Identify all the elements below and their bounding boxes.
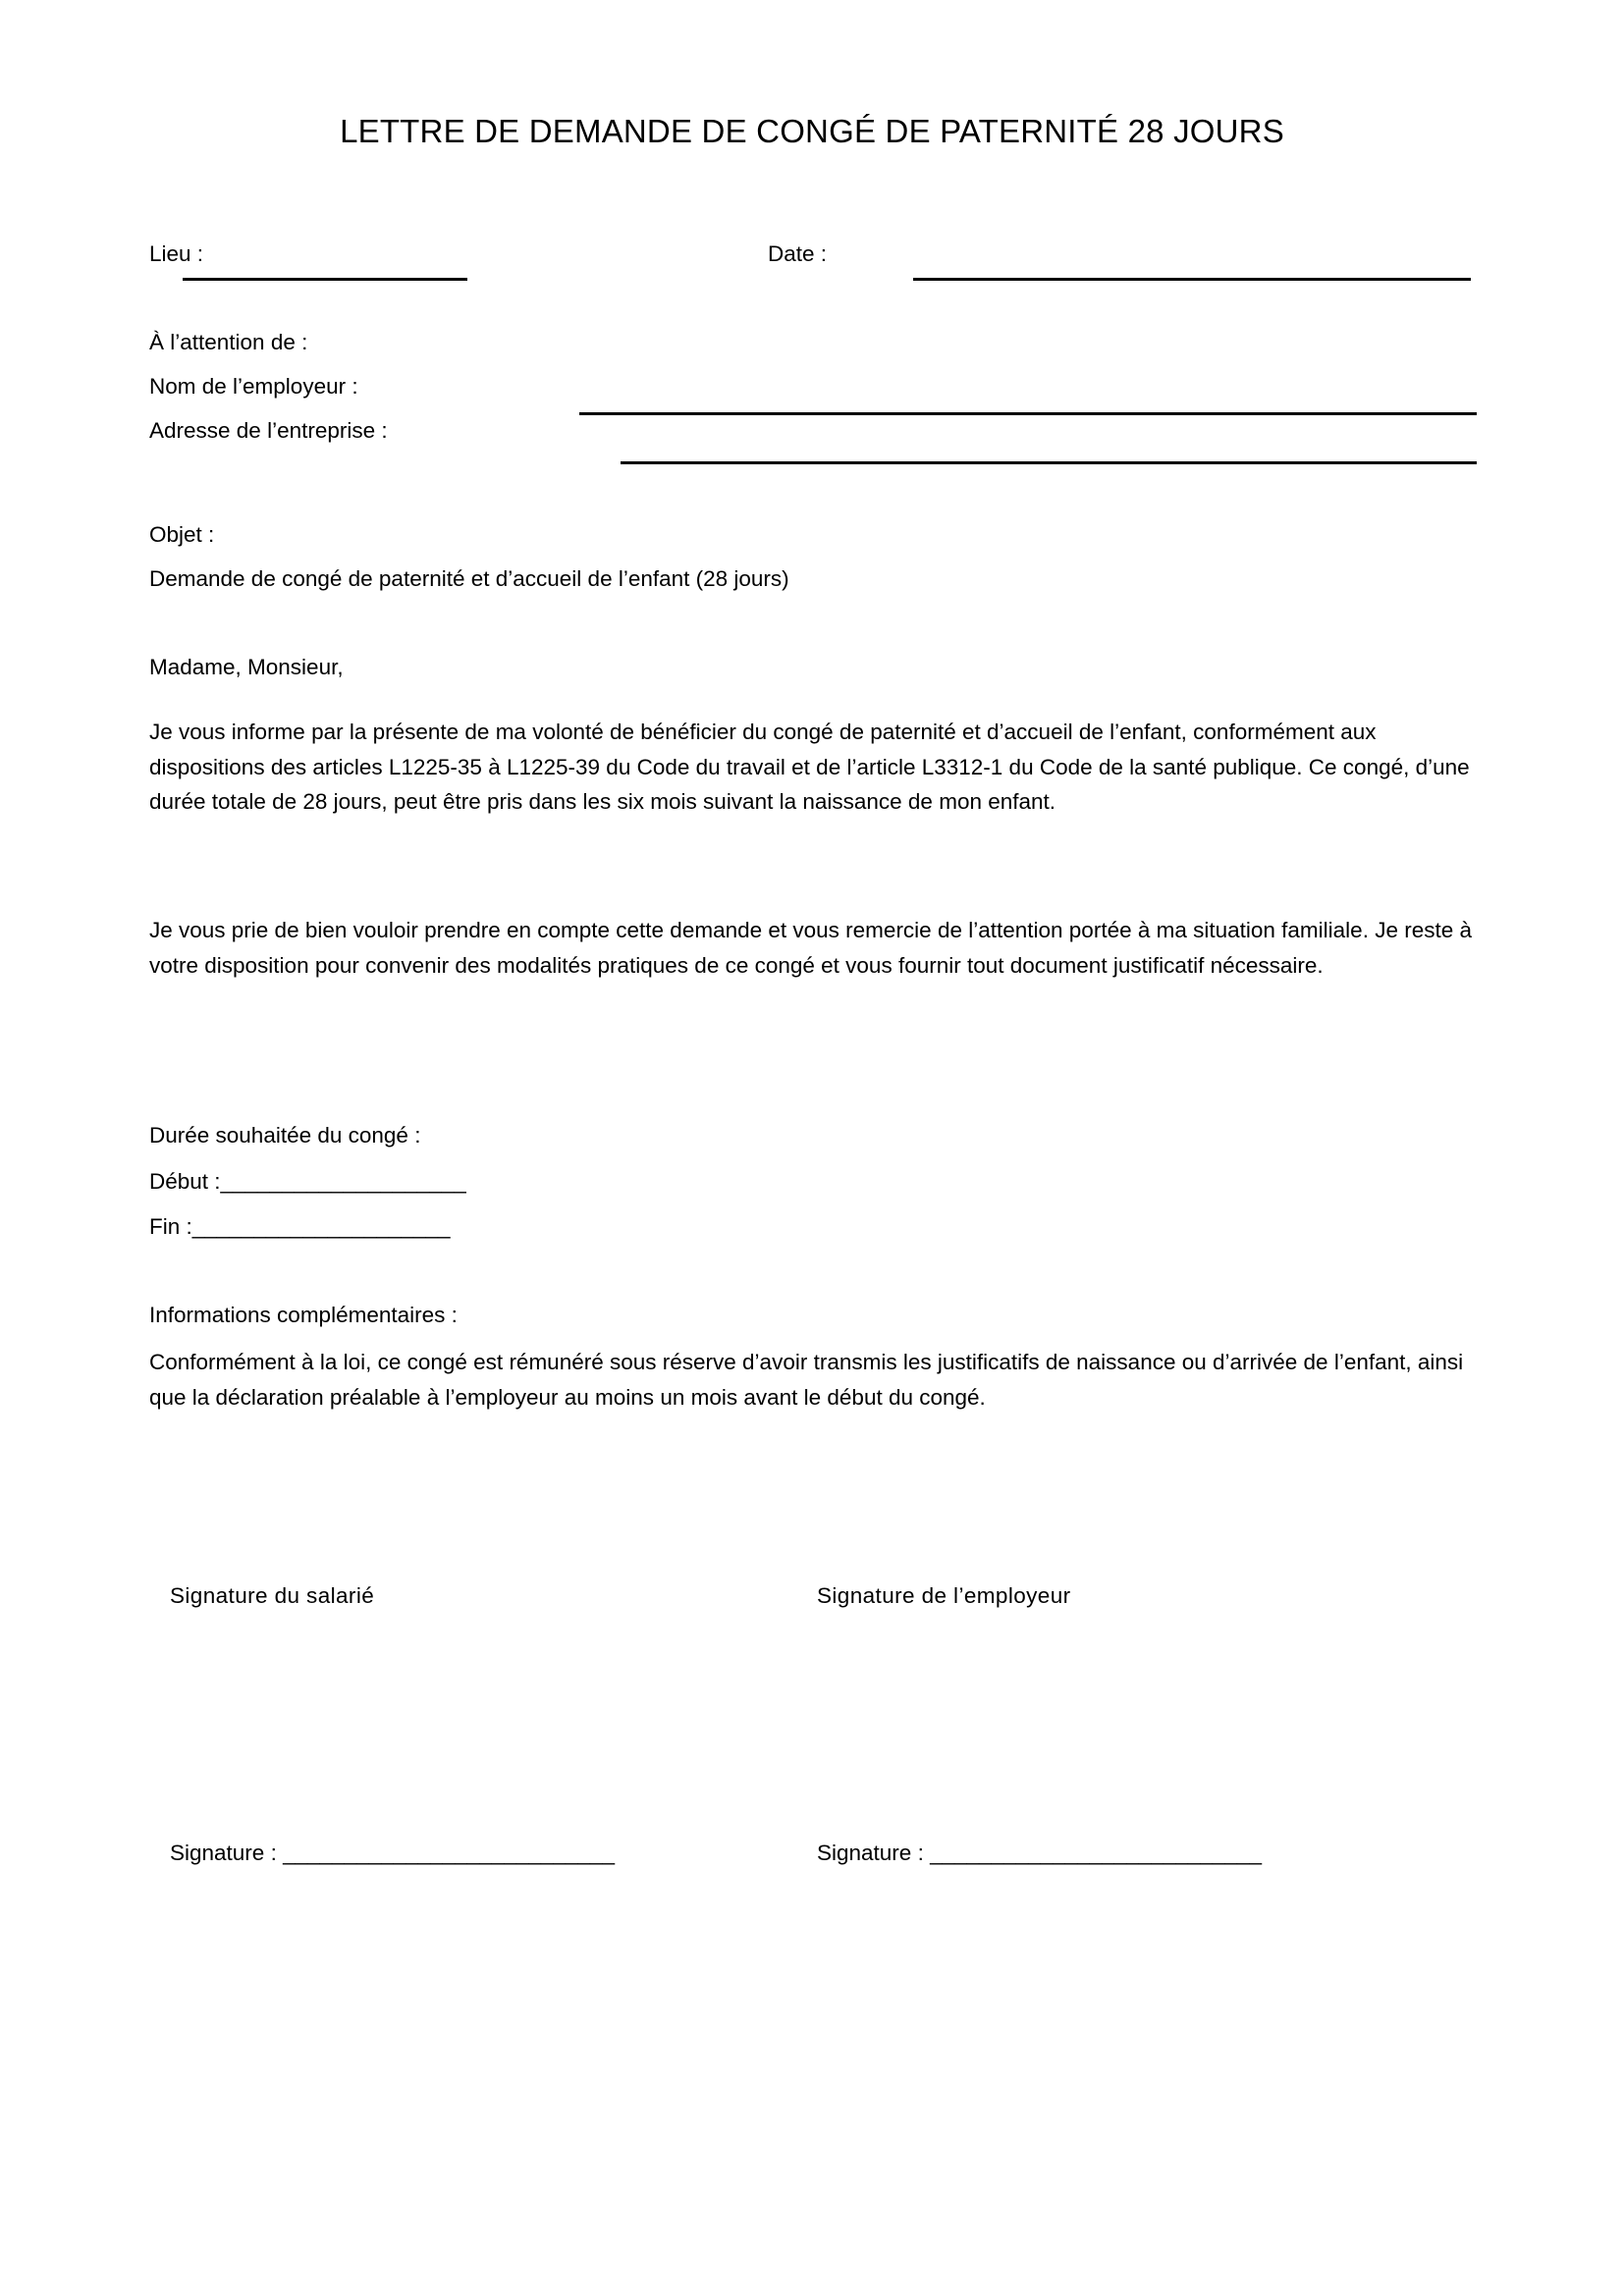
duration-end-row[interactable] [149,1212,451,1242]
duration-start-label: Début : [149,1169,221,1194]
employee-signature-row[interactable] [170,1839,615,1868]
company-address-label: Adresse de l’entreprise : [149,418,388,443]
date-input-rule[interactable] [913,278,1471,281]
attention-label: À l’attention de : [149,330,308,354]
employer-signature-fill[interactable]: ___________________________ [930,1841,1262,1865]
date-label: Date : [768,241,828,266]
employer-name-label: Nom de l’employeur : [149,374,358,399]
employer-name-input-rule[interactable] [579,412,1477,415]
body-paragraph-2: Je vous prie de bien vouloir prendre en compte cette demande et vous remercie de l’attention portée à ma situation familiale. Je reste à votre disposition pour convenir des modalités pratiques de ce congé et vous fournir tout document justificatif nécessaire. [149,918,1473,978]
subject-label: Objet : [149,522,215,547]
employer-signature-row[interactable] [817,1839,1262,1868]
subject-value: Demande de congé de paternité et d’accueil de l’enfant (28 jours) [149,566,789,591]
place-label: Lieu : [149,241,204,266]
employee-signature-fill[interactable]: ___________________________ [283,1841,615,1865]
employee-signature-label: Signature : [170,1841,277,1865]
duration-end-label: Fin : [149,1214,192,1239]
body-paragraph-1: Je vous informe par la présente de ma volonté de bénéficier du congé de paternité et d’accueil de l’enfant, conformément aux dispositions des articles L1225-35 à L1225-39 du Code du travail et de l’article L3312-1 du Code de la santé publique. Ce congé, d’une durée totale de 28 jours, peut être pris dans les six mois suivant la naissance de mon enfant. [149,720,1470,814]
additional-info-text: Conformément à la loi, ce congé est rémunéré sous réserve d’avoir transmis les justificatifs de naissance ou d’arrivée de l’enfant, ainsi que la déclaration préalable à l’employeur au moins un mois avant le début du congé. [149,1350,1464,1410]
duration-start-fill[interactable]: ____________________ [220,1169,466,1194]
page-title: LETTRE DE DEMANDE DE CONGÉ DE PATERNITÉ 28 JOURS [340,113,1284,149]
duration-heading: Durée souhaitée du congé : [149,1123,421,1148]
duration-start-row[interactable] [149,1167,466,1197]
employer-signature-label: Signature : [817,1841,924,1865]
employer-signature-heading: Signature de l’employeur [817,1583,1071,1608]
additional-info-heading: Informations complémentaires : [149,1303,458,1327]
duration-end-fill[interactable]: _____________________ [191,1214,451,1239]
company-address-input-rule[interactable] [621,461,1477,464]
salutation: Madame, Monsieur, [149,655,344,679]
place-input-rule[interactable] [183,278,467,281]
employee-signature-heading: Signature du salarié [170,1583,375,1608]
